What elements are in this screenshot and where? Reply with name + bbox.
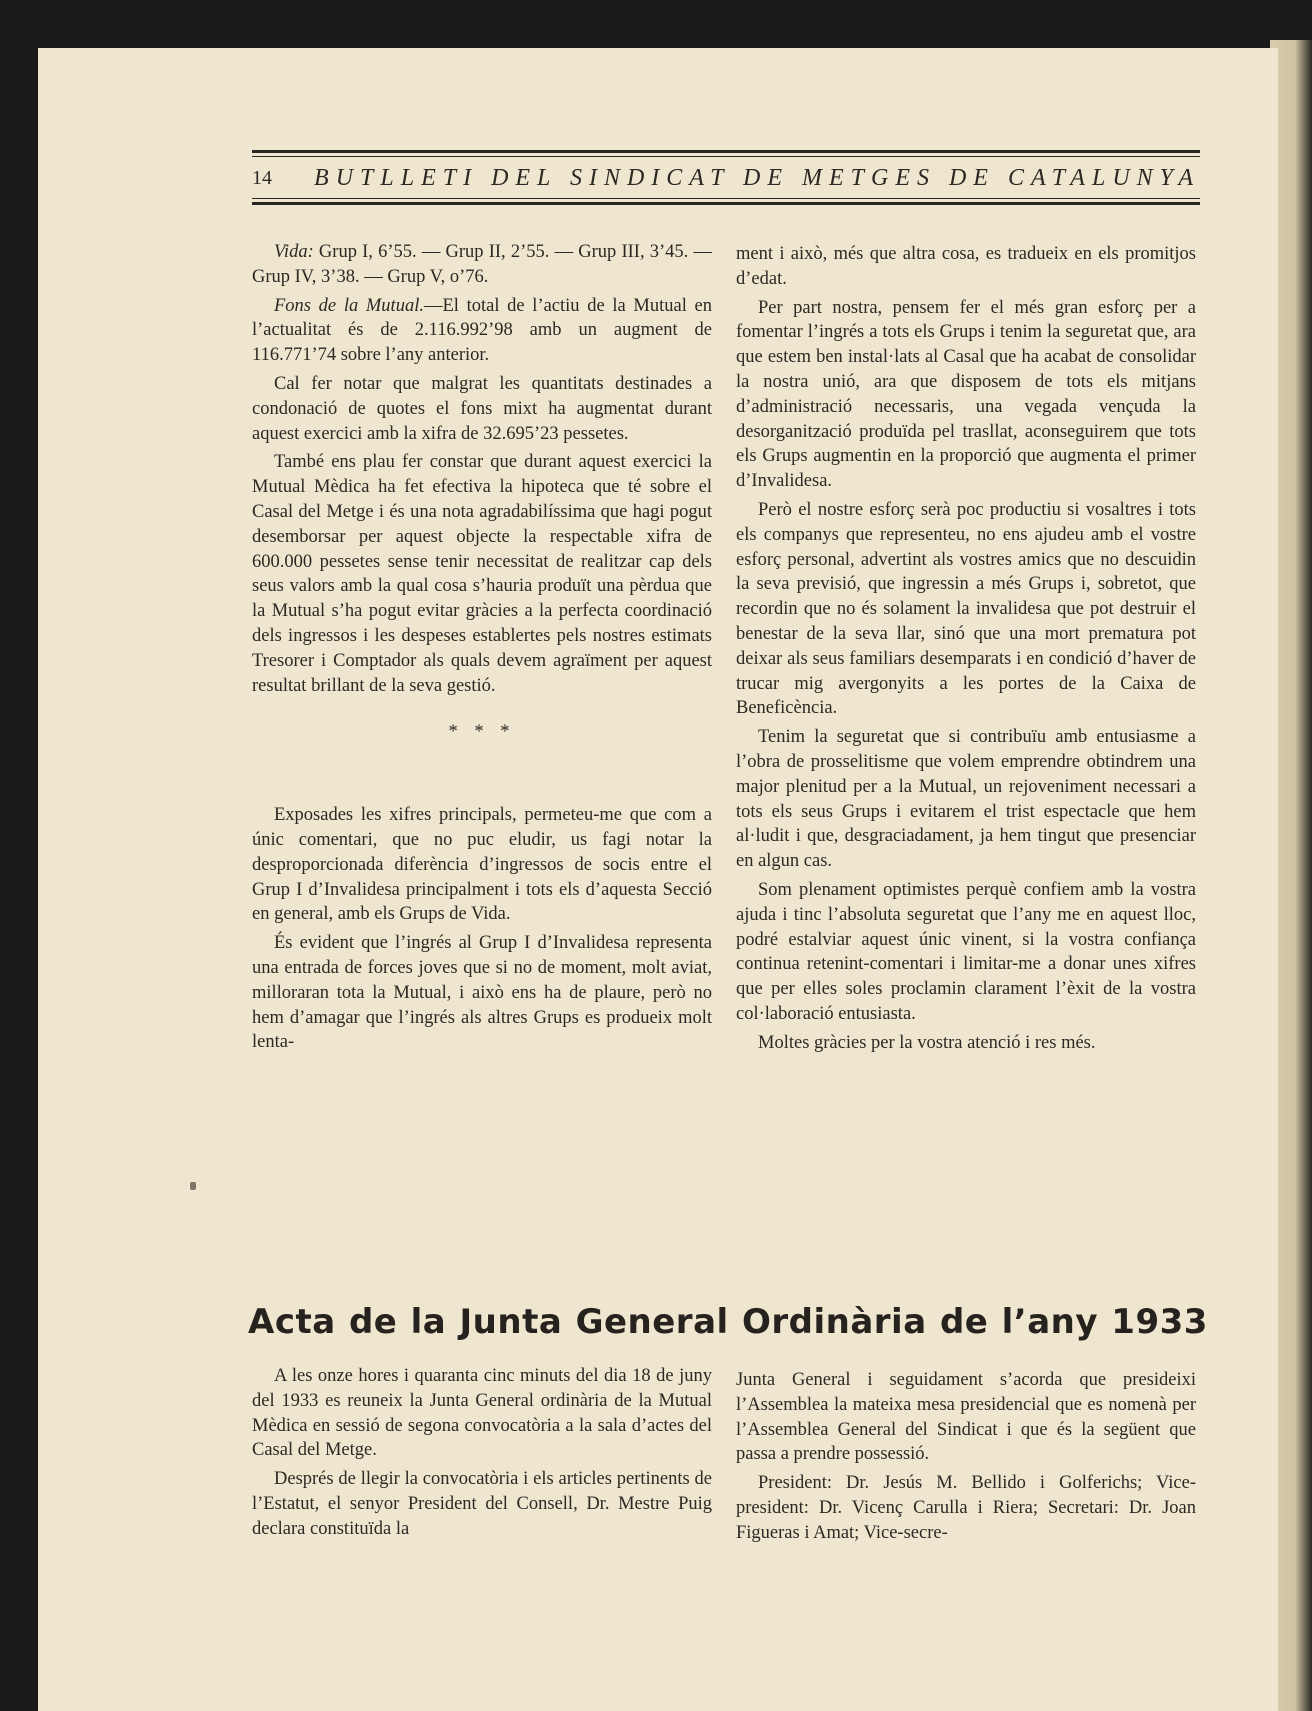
paragraph-text: Grup I, 6’55. — Grup II, 2’55. — Grup III, 3’45. — Grup IV, 3’38. — Grup V, o’76.: [252, 242, 712, 287]
header-rule-bottom-thin: [252, 198, 1200, 199]
paragraph-optimistes: Som plenament optimistes perquè confiem amb la vostra ajuda i tinc l’absoluta seguretat que l’any me en aquest lloc, podré estalviar aquest únic vinent, si la vostra confiança continua retenint-comentari i limitar-me a donar unes xifres que per elles soles proclamin clarament l’èxit de la vostra col·laboració entusiasta.: [736, 879, 1196, 1024]
title-word: General: [575, 1302, 729, 1342]
section-title: [248, 1302, 1208, 1342]
header-rule-bottom: [252, 202, 1200, 205]
paragraph-esforc: Per part nostra, pensem fer el més gran esforç per a fomentar l’ingrés a tots els Grups i tenim la seguretat que, ara que estem ben instal·lats al Casal que ha acabat de consolidar la nostra unió, ara que disposem de tots els mitjans d’administració necessaris, una vegada vençuda la desorganització produïda pel trasllat, aconseguirem que tots els Grups augmentin en la proporció que augmenta el primer d’Invalidesa.: [736, 297, 1196, 492]
right-column: [736, 242, 1196, 1060]
header-rule-top: [252, 150, 1200, 153]
paragraph-acta-mesa: President: Dr. Jesús M. Bellido i Golferichs; Vice-president: Dr. Vicenç Carulla i Riera; Secretari: Dr. Joan Figueras i Amat; Vice-secre-: [736, 1473, 1196, 1543]
title-word: de: [348, 1302, 398, 1342]
header-line: [252, 164, 1200, 192]
paragraph-fons: [252, 294, 712, 368]
section-separator: * * *: [448, 722, 516, 743]
paragraph-continuation: ment i això, més que altra cosa, es tradueix en els promitjos d’edat.: [736, 244, 1196, 289]
paragraph-acta-continuation: Junta General i seguidament s’acorda que presideixi l’Assemblea la mateixa mesa presidencial que es nomenà per l’Assemblea General del Sindicat i que és la següent que passa a prendre possessió.: [736, 1370, 1196, 1465]
paragraph-exposades: Exposades les xifres principals, permeteu-me que com a únic comentari, que no puc eludir, us fagi notar la desproporcionada diferència d’ingressos de socis entre el Grup I d’Invalidesa principalment i tots els d’aquesta Secció en general, amb els Grups de Vida.: [252, 805, 712, 925]
paragraph-condonacio: Cal fer notar que malgrat les quantitats destinades a condonació de quotes el fons mixt ha augmentat durant aquest exercici amb la xifra de 32.695’23 pessetes.: [252, 373, 712, 444]
header-rule-top-thin: [252, 156, 1200, 157]
paragraph-hipoteca: També ens plau fer constar que durant aquest exercici la Mutual Mèdica ha fet efectiva la hipoteca que té sobre el Casal del Metge i és una nota agradabilíssima que hagi pogut desemborsar per aquest objecte la respectable xifra de 600.000 pessetes sense tenir necessitat de realitzar cap dels seus valors amb la qual cosa s’hauria produït una pèrdua que la Mutual s’ha pogut evitar gràcies a la perfecta coordinació dels ingressos i les despeses establertes pels nostres estimats Tresorer i Comptador als quals devem agraïment per aquest resultat brillant de la seva gestió.: [252, 452, 712, 696]
title-word: Acta: [248, 1302, 336, 1342]
title-word: de: [939, 1302, 989, 1342]
acta-left-column: [252, 1364, 712, 1546]
running-header: [252, 150, 1200, 250]
left-column: [252, 240, 712, 1059]
paragraph-gracies: Moltes gràcies per la vostra atenció i res més.: [758, 1032, 1096, 1053]
paragraph-lead: Fons de la Mutual.: [274, 295, 424, 316]
paragraph-lead: Vida:: [274, 242, 314, 262]
document-page: [38, 48, 1278, 1711]
journal-title: BUTLLETI DEL SINDICAT DE METGES DE CATALUNYA: [314, 164, 1200, 191]
title-word: Ordinària: [741, 1302, 927, 1342]
title-word: l’any: [1001, 1302, 1099, 1342]
paragraph-vosaltres: Però el nostre esforç serà poc productiu si vosaltres i tots els companys que representeu, no ens ajudeu amb el vostre esforç personal, advertint als vostres amics que no descuidin la seva previsió, que ingressin a més Grups i, sobretot, que recordin que no és solament la invalidesa que pot destruir el benestar de la seva llar, sinó que una mort prematura pot deixar als seus familiars desemparats i en condició d’haver de trucar mig avergonyits a les portes de la Caixa de Beneficència.: [736, 499, 1196, 719]
paragraph-acta-convocatoria: Després de llegir la convocatòria i els articles pertinents de l’Estatut, el senyor President del Consell, Dr. Mestre Puig declara constituïda la: [252, 1469, 712, 1539]
paragraph-seguretat: Tenim la seguretat que si contribuïu amb entusiasme a l’obra de prosselitisme que volem emprendre obtindrem una major plenitud per a la Mutual, un rejoveniment necessari a tots els seus Grups i evitarem el trist espectacle que hem al·ludit i que, desgraciadament, ja hem tingut que presenciar en algun cas.: [736, 727, 1196, 872]
title-word: la: [410, 1302, 447, 1342]
paragraph-vida: [252, 240, 712, 290]
acta-right-column: [736, 1368, 1196, 1550]
paragraph-acta-opening: A les onze hores i quaranta cinc minuts del dia 18 de juny del 1933 es reuneix la Junta General ordinària de la Mutual Mèdica en sessió de segona convocatòria a la sala d’actes del Casal del Metge.: [252, 1366, 712, 1461]
title-word: 1933: [1111, 1302, 1208, 1342]
paragraph-evident: És evident que l’ingrés al Grup I d’Invalidesa representa una entrada de forces joves que si no de moment, molt aviat, milloraran tota la Mutual, i això ens ha de plaure, però no hem d’amagar que l’ingrés als altres Grups es produeix molt lenta-: [252, 933, 712, 1053]
page-number: 14: [252, 166, 272, 189]
title-word: Junta: [459, 1302, 563, 1342]
paragraph-text: —El total de l’actiu de la Mutual en l’actualitat és de 2.116.992’98 amb un augment de 116.771’74 sobre l’any anterior.: [252, 295, 712, 366]
print-smudge: [190, 1182, 196, 1190]
